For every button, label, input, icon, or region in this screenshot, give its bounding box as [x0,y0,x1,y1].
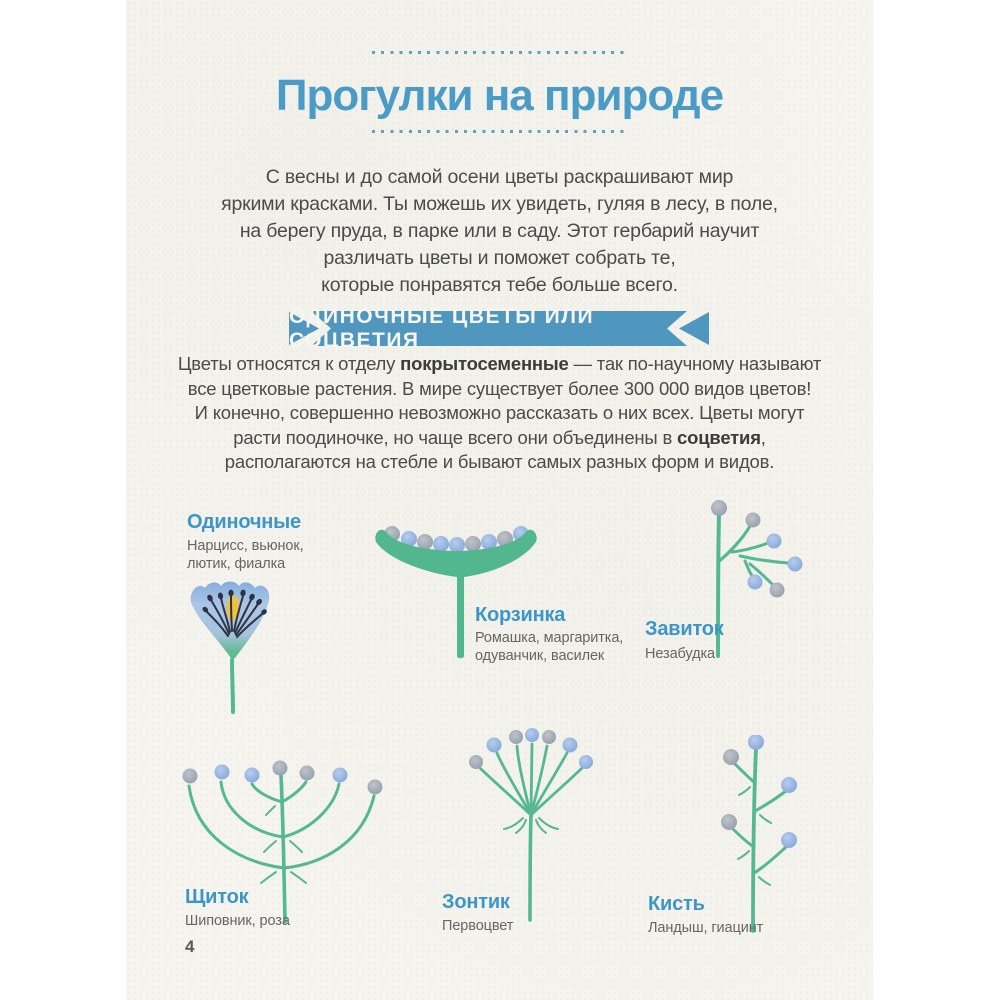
diagram-label-raceme: Кисть [648,893,705,915]
diagram-label-corymb: Щиток [185,886,249,908]
diagram-species-raceme: Ландыш, гиацинт [648,920,764,936]
about-paragraph: Цветы относятся к отделу покрытосеменные — так по-научному называют все цветковые растения. В мире существует более 300 000 видов цветов! И конечно, совершенно невозможно рассказать о них всех. Цветы могут расти поодиночке, но чаще всего они объединены в соцветия, располагаются на стебле и бывают самых разных форм и видов. [177,353,822,473]
diagram-species-solitary: Нарцисс, вьюнок, лютик, фиалка [187,538,304,572]
page-number: 4 [185,937,195,956]
diagram-label-umbel: Зонтик [442,891,510,913]
solitary-flower-illustration [185,576,295,716]
intro-paragraph: С весны и до самой осени цветы раскрашивают мир яркими красками. Ты можешь их увидеть, гуляя в лесу, в поле, на берегу пруда, в парке или в саду. Этот гербарий научит различать цветы и поможет собрать те, которые понравятся тебе больше всего. [221,166,778,296]
dotted-divider-top [372,51,628,54]
section-ribbon-banner [289,304,709,352]
dotted-divider-bottom [372,130,628,133]
page-title: Прогулки на природе [275,71,724,120]
paper-page [126,0,873,1000]
diagram-species-basket: Ромашка, маргаритка, одуванчик, василек [475,630,624,664]
diagram-label-solitary: Одиночные [187,511,301,533]
diagram-species-corymb: Шиповник, роза [185,913,290,929]
diagram-label-curl: Завиток [645,618,724,640]
diagram-species-curl: Незабудка [645,646,715,662]
raceme-inflorescence-illustration [720,735,805,935]
section-title: ОДИНОЧНЫЕ ЦВЕТЫ ИЛИ СОЦВЕТИЯ [289,304,595,352]
diagram-species-umbel: Первоцвет [442,918,514,934]
diagram-label-basket: Корзинка [475,604,566,626]
